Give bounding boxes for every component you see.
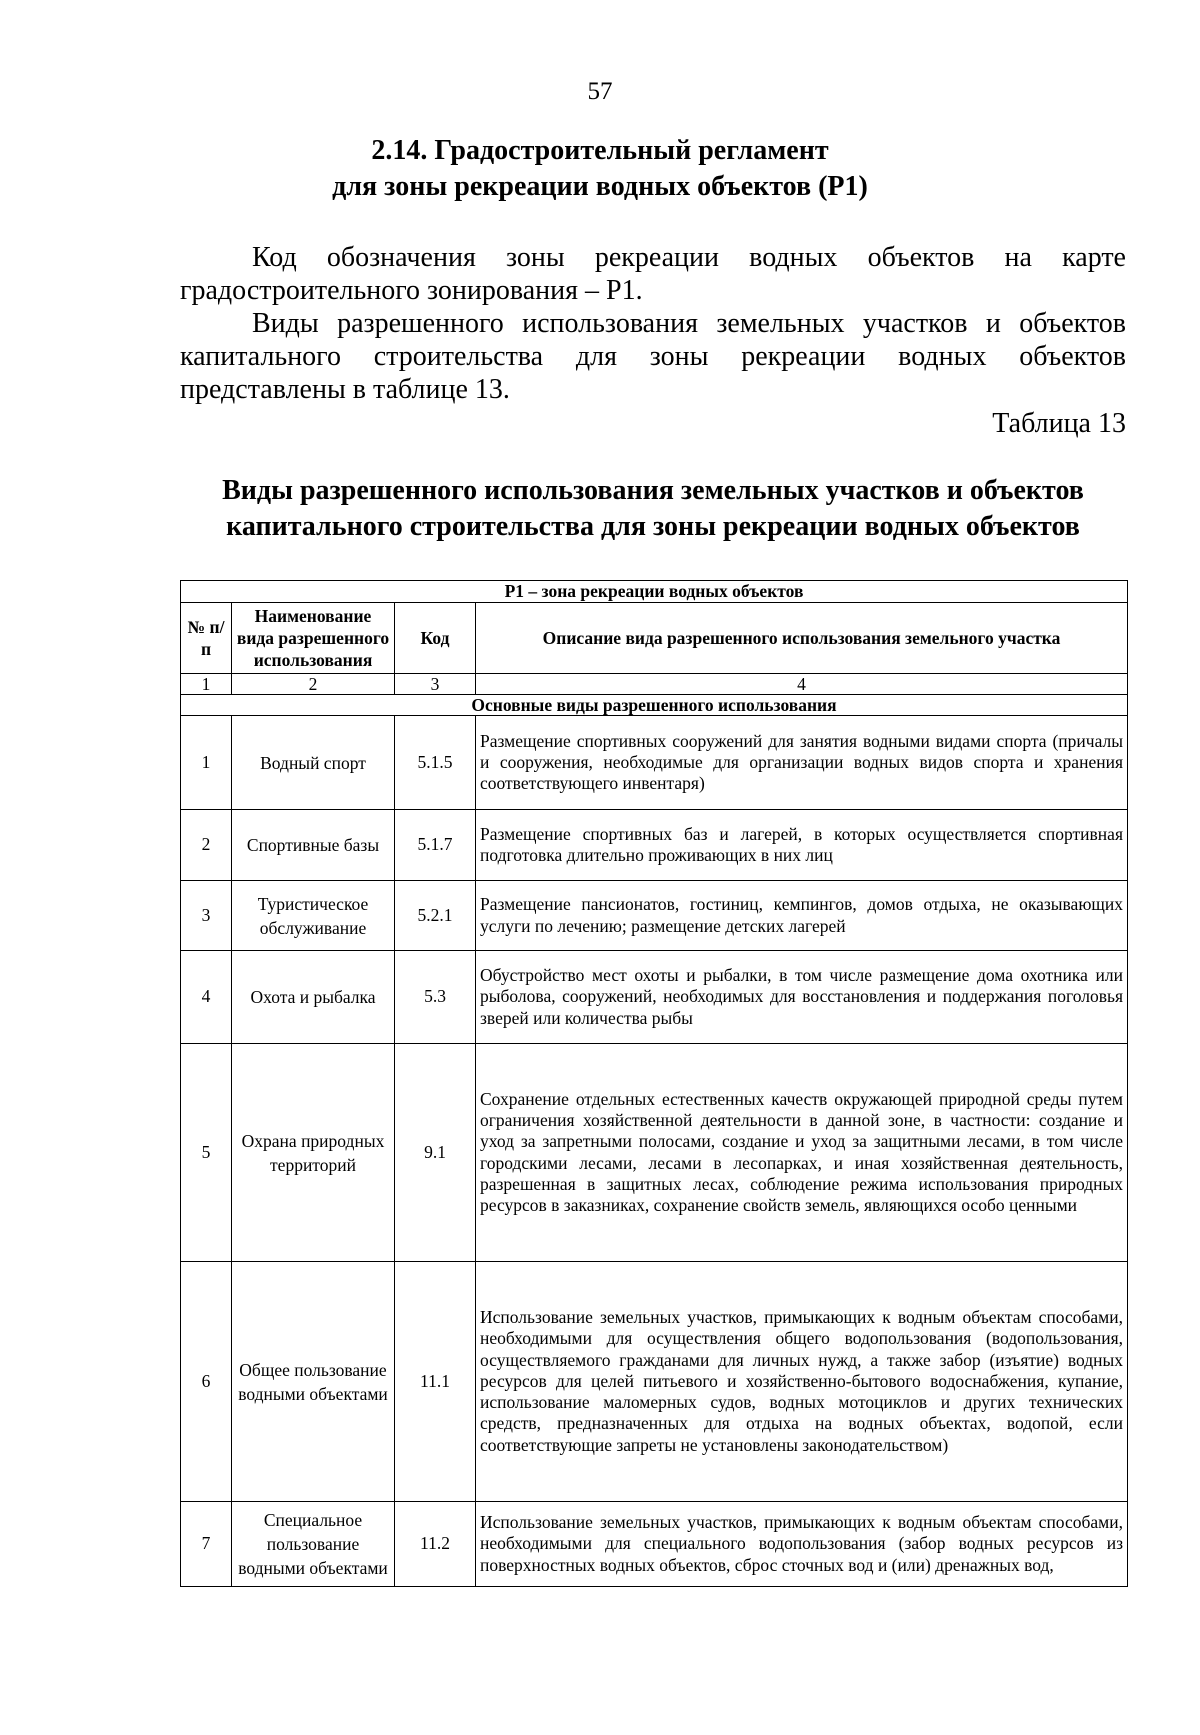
header-num: № п/п: [181, 603, 232, 674]
row-num: 7: [181, 1502, 232, 1587]
row-num: 2: [181, 810, 232, 881]
row-name: Спортивные базы: [232, 810, 395, 881]
table-title-line-1: Виды разрешенного использования земельных участков и объектов: [222, 475, 1084, 506]
row-desc: Использование земельных участков, примыкающих к водным объектам способами, необходимыми для осуществления общего водопользования (водопользования, осуществляемого гражданами для личных нужд, а также забор (изъятие) водных ресурсов для целей питьевого и хозяйственно-бытового водоснабжения, купание, использование маломерных судов, водных мотоциклов и других технических средств, предназначенных для отдыха на водных объектах, водопой, если соответствующие запреты не установлены законодательством): [476, 1262, 1128, 1502]
table-row: [181, 1262, 1128, 1502]
section-title-line-2: для зоны рекреации водных объектов (Р1): [332, 171, 868, 202]
row-name: Общее пользование водными объектами: [232, 1262, 395, 1502]
group-header-row: [181, 695, 1128, 716]
row-num: 3: [181, 881, 232, 951]
section-title-line-1: 2.14. Градостроительный регламент: [371, 135, 829, 166]
row-num: 4: [181, 951, 232, 1044]
row-code: 9.1: [395, 1044, 476, 1262]
row-name: Охрана природных территорий: [232, 1044, 395, 1262]
header-desc: Описание вида разрешенного использования земельного участка: [476, 603, 1128, 674]
row-desc: Размещение спортивных сооружений для занятия водными видами спорта (причалы и сооружения, необходимые для организации водных видов спорта и хранения соответствующего инвентаря): [476, 716, 1128, 810]
row-code: 5.1.7: [395, 810, 476, 881]
row-name: Охота и рыбалка: [232, 951, 395, 1044]
zone-header-row: [181, 581, 1128, 603]
table-caption: Таблица 13: [992, 408, 1126, 439]
table-title-line-2: капитального строительства для зоны рекреации водных объектов: [226, 511, 1080, 542]
column-index-row: [181, 674, 1128, 695]
row-desc: Использование земельных участков, примыкающих к водным объектам способами, необходимыми для специального водопользования (забор водных ресурсов из поверхностных водных объектов, сброс сточных вод и (или) дренажных вод,: [476, 1502, 1128, 1587]
row-code: 11.2: [395, 1502, 476, 1587]
table-row: [181, 881, 1128, 951]
row-code: 5.1.5: [395, 716, 476, 810]
group-header: Основные виды разрешенного использования: [181, 695, 1128, 716]
header-code: Код: [395, 603, 476, 674]
row-desc: Размещение пансионатов, гостиниц, кемпингов, домов отдыха, не оказывающих услуги по лечению; размещение детских лагерей: [476, 881, 1128, 951]
index-cell: 2: [232, 674, 395, 695]
section-title: [180, 133, 1020, 205]
table-row: [181, 1044, 1128, 1262]
table-title: [180, 473, 1126, 545]
header-name: Наименование вида разрешенного использования: [232, 603, 395, 674]
zone-header: Р1 – зона рекреации водных объектов: [181, 581, 1128, 603]
land-use-table: [180, 580, 1128, 1587]
table-row: [181, 810, 1128, 881]
row-code: 5.2.1: [395, 881, 476, 951]
row-code: 11.1: [395, 1262, 476, 1502]
row-desc: Сохранение отдельных естественных качеств окружающей природной среды путем ограничения хозяйственной деятельности в данной зоне, в частности: создание и уход за запретными полосами, создание и уход за защитными лесами, в том числе городскими лесами, лесами в лесопарках, и иная хозяйственная деятельность, разрешенная в защитных лесах, соблюдение режима использования природных ресурсов в заказниках, сохранение свойств земель, являющихся особо ценными: [476, 1044, 1128, 1262]
paragraph-zone-code: Код обозначения зоны рекреации водных объектов на карте градостроительного зонирования – Р1.: [180, 242, 1126, 306]
index-cell: 4: [476, 674, 1128, 695]
index-cell: 1: [181, 674, 232, 695]
page-number: 57: [587, 78, 613, 105]
row-name: Водный спорт: [232, 716, 395, 810]
row-code: 5.3: [395, 951, 476, 1044]
column-header-row: [181, 603, 1128, 674]
table-row: [181, 1502, 1128, 1587]
row-num: 5: [181, 1044, 232, 1262]
row-desc: Обустройство мест охоты и рыбалки, в том числе размещение дома охотника или рыболова, сооружений, необходимых для восстановления и поддержания поголовья зверей или количества рыбы: [476, 951, 1128, 1044]
row-num: 1: [181, 716, 232, 810]
table-row: [181, 716, 1128, 810]
index-cell: 3: [395, 674, 476, 695]
row-name: Специальное пользование водными объектами: [232, 1502, 395, 1587]
row-desc: Размещение спортивных баз и лагерей, в которых осуществляется спортивная подготовка длительно проживающих в них лиц: [476, 810, 1128, 881]
row-num: 6: [181, 1262, 232, 1502]
table-row: [181, 951, 1128, 1044]
row-name: Туристическое обслуживание: [232, 881, 395, 951]
paragraph-table-reference: Виды разрешенного использования земельных участков и объектов капитального строительства для зоны рекреации водных объектов представлены в таблице 13.: [180, 308, 1126, 405]
